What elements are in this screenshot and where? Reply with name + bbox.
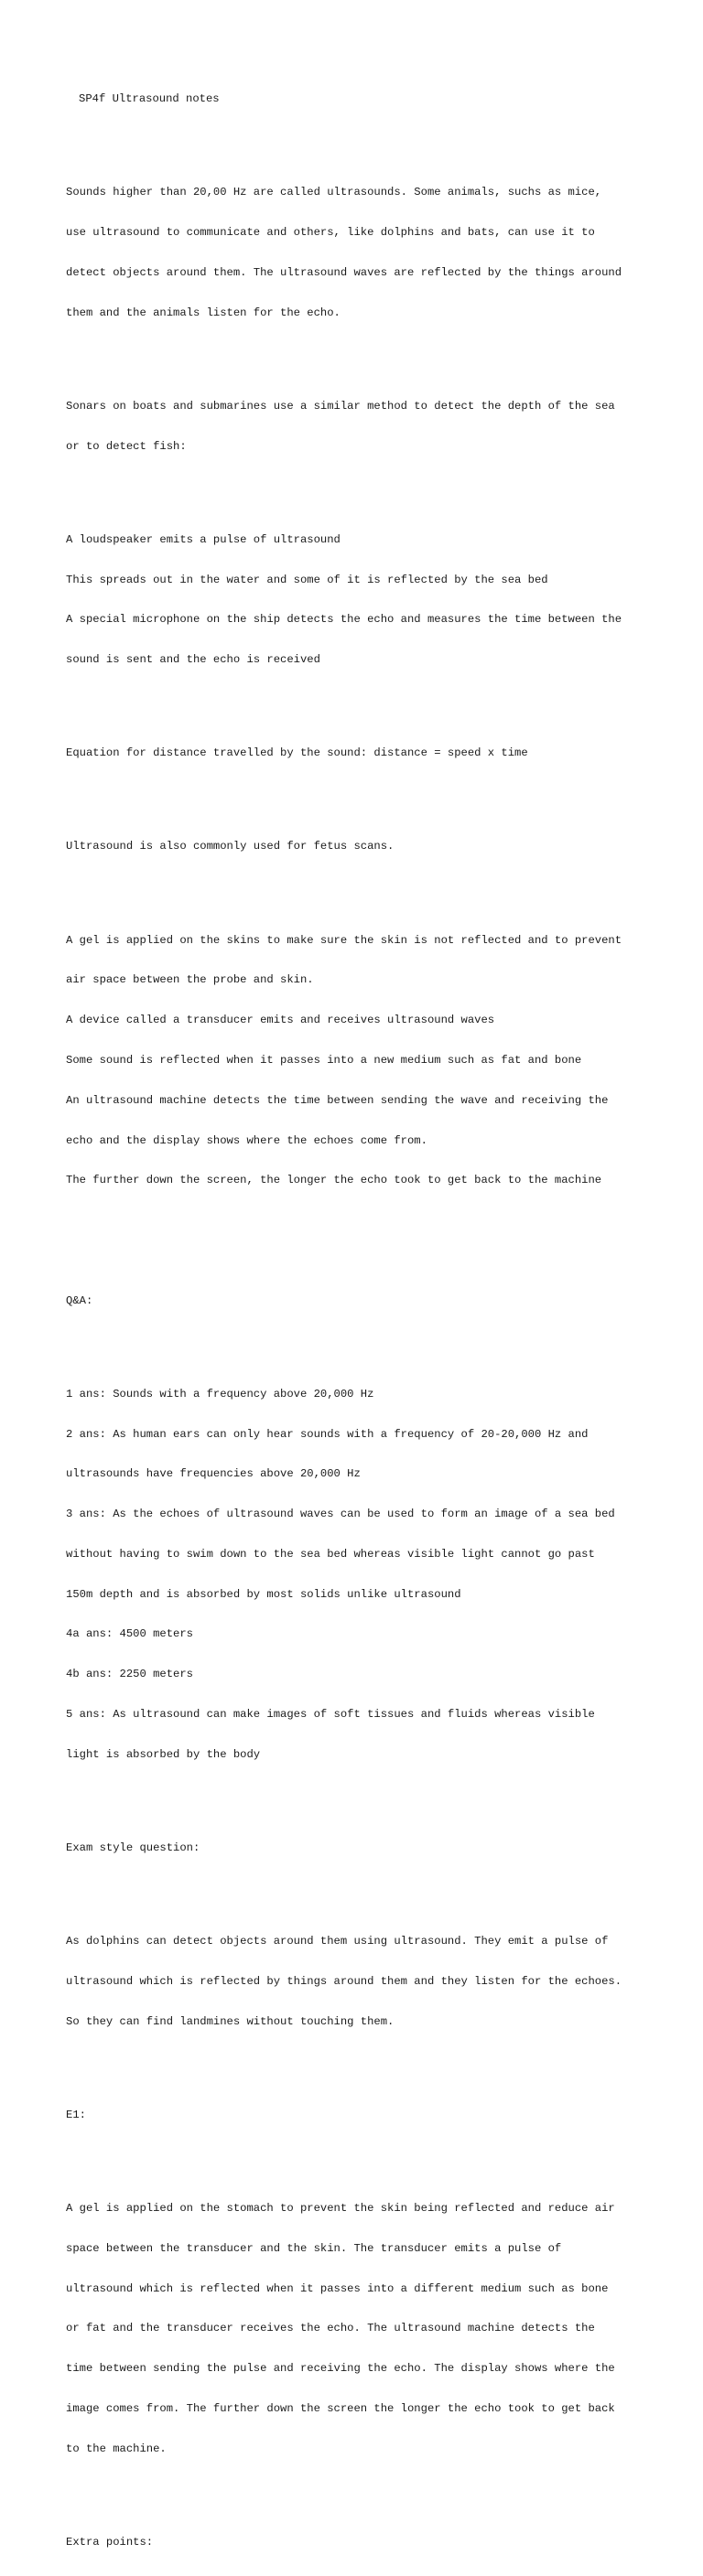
spacer xyxy=(66,1788,652,1802)
spacer xyxy=(66,133,652,146)
sonar-line: or to detect fish: xyxy=(66,439,187,453)
qa-line: 4b ans: 2250 meters xyxy=(66,1668,193,1681)
spacer xyxy=(66,1882,652,1895)
e1-answer-line: A gel is applied on the stomach to prevent the skin being reflected and reduce air xyxy=(66,2202,615,2216)
spacer xyxy=(66,2055,652,2068)
spacer xyxy=(66,346,652,360)
qa-line: 2 ans: As human ears can only hear sounds with a frequency of 20-20,000 Hz and xyxy=(66,1427,589,1441)
spacer xyxy=(66,1334,652,1347)
fetus-line: Ultrasound is also commonly used for fetus scans. xyxy=(66,840,395,853)
spacer xyxy=(66,880,652,894)
qa-line: 4a ans: 4500 meters xyxy=(66,1627,193,1641)
qa-line: 3 ans: As the echoes of ultrasound waves can be used to form an image of a sea bed xyxy=(66,1508,615,1521)
spacer xyxy=(66,787,652,800)
sonar-line: Sonars on boats and submarines use a similar method to detect the depth of the sea xyxy=(66,399,615,413)
e1-answer-line: image comes from. The further down the screen the longer the echo took to get back xyxy=(66,2401,615,2415)
spacer xyxy=(66,2149,652,2163)
spacer xyxy=(66,2482,652,2496)
extra-heading: Extra points: xyxy=(66,2535,154,2549)
equation-line: Equation for distance travelled by the sound: distance = speed x time xyxy=(66,746,528,760)
qa-line: 5 ans: As ultrasound can make images of soft tissues and fluids whereas visible xyxy=(66,1708,595,1722)
exam-answer-line: So they can find landmines without touching them. xyxy=(66,2014,395,2028)
spacer xyxy=(66,479,652,493)
intro-line: them and the animals listen for the echo. xyxy=(66,306,341,319)
e1-answer-line: ultrasound which is reflected when it passes into a different medium such as bone xyxy=(66,2281,609,2295)
qa-line: light is absorbed by the body xyxy=(66,1747,261,1761)
qa-heading: Q&A: xyxy=(66,1293,93,1307)
exam-answer-line: As dolphins can detect objects around them using ultrasound. They emit a pulse of xyxy=(66,1935,609,1948)
intro-line: Sounds higher than 20,00 Hz are called ultrasounds. Some animals, suchs as mice, xyxy=(66,186,602,199)
sonar-step-line: A loudspeaker emits a pulse of ultrasound xyxy=(66,532,341,546)
sonar-step-line: A special microphone on the ship detects the echo and measures the time between the xyxy=(66,613,622,627)
qa-line: 150m depth and is absorbed by most solids unlike ultrasound xyxy=(66,1587,461,1601)
exam-answer-line: ultrasound which is reflected by things around them and they listen for the echoes. xyxy=(66,1974,622,1988)
document-body xyxy=(66,66,652,2576)
intro-line: detect objects around them. The ultrasound waves are reflected by the things around xyxy=(66,265,622,279)
document-title: SP4f Ultrasound notes xyxy=(79,92,220,106)
exam-heading: Exam style question: xyxy=(66,1841,200,1854)
qa-line: without having to swim down to the sea bed whereas visible light cannot go past xyxy=(66,1547,595,1561)
qa-line: 1 ans: Sounds with a frequency above 20,000 Hz xyxy=(66,1387,374,1401)
qa-line: ultrasounds have frequencies above 20,000 Hz xyxy=(66,1467,361,1481)
scan-step-line: air space between the probe and skin. xyxy=(66,973,314,987)
intro-line: use ultrasound to communicate and others, like dolphins and bats, can use it to xyxy=(66,226,595,240)
spacer xyxy=(66,693,652,707)
scan-step-line: Some sound is reflected when it passes into a new medium such as fat and bone xyxy=(66,1053,582,1067)
scan-step-line: An ultrasound machine detects the time between sending the wave and receiving the xyxy=(66,1093,609,1107)
scan-step-line: A gel is applied on the skins to make sure the skin is not reflected and to prevent xyxy=(66,933,622,947)
sonar-step-line: This spreads out in the water and some of it is reflected by the sea bed xyxy=(66,573,548,586)
e1-heading: E1: xyxy=(66,2108,86,2121)
sonar-step-line: sound is sent and the echo is received xyxy=(66,653,320,667)
e1-answer-line: or fat and the transducer receives the echo. The ultrasound machine detects the xyxy=(66,2322,595,2335)
scan-step-line: A device called a transducer emits and receives ultrasound waves xyxy=(66,1014,495,1027)
e1-answer-line: space between the transducer and the skin. The transducer emits a pulse of xyxy=(66,2241,562,2255)
scan-step-line: echo and the display shows where the echoes come from. xyxy=(66,1133,427,1147)
e1-answer-line: to the machine. xyxy=(66,2442,167,2455)
e1-answer-line: time between sending the pulse and receiving the echo. The display shows where the xyxy=(66,2362,615,2376)
scan-step-line: The further down the screen, the longer the echo took to get back to the machine xyxy=(66,1174,602,1187)
spacer xyxy=(66,1214,652,1254)
